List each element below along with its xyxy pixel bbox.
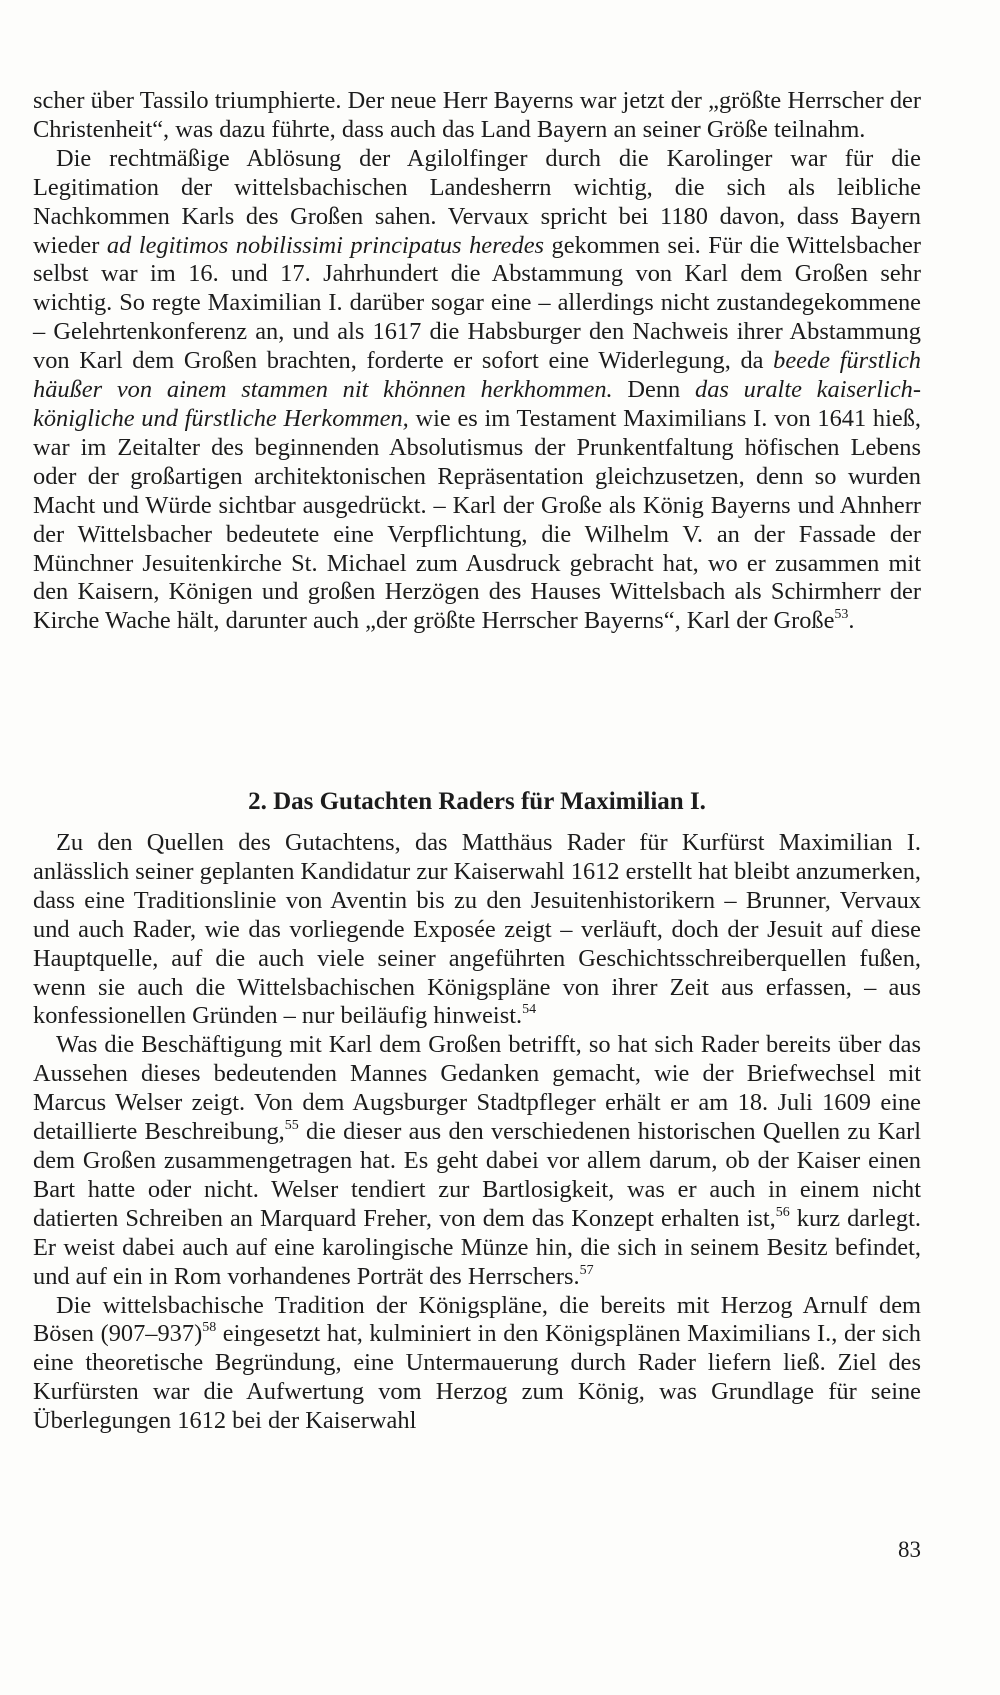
paragraph-text: Zu den Quellen des Gutachtens, das Matthäus Rader für Kurfürst Maximilian I. anlässlich seiner geplanten Kandidatur zur Kaiserwahl 1612 erstellt hat bleibt anzumerken, dass eine Traditionslinie von Aventin bis zu den Jesuitenhistorikern – Brunner, Vervaux und auch Rader, wie das vorliegende Exposée zeigt – verläuft, doch der Jesuit auf diese Hauptquelle, auf die auch viele seiner angeführten Geschichtsschreiberquellen fußen, wenn sie auch die Wittelsbachischen Königspläne von ihrer Zeit aus erfassen, – aus konfessionellen Gründen – nur beiläufig hinweist. [33,829,921,1030]
paragraph-text: Die wittelsbachische Tradition der Königspläne, die bereits mit Herzog Arnulf dem Bösen (907–937) [33,1291,921,1348]
footnote-marker: 56 [775,1204,790,1220]
paragraph-text: scher über Tassilo triumphierte. Der neue Herr Bayerns war jetzt der „größte Herrscher der Christenheit“, was dazu führte, dass auch das Land Bayern an seiner Größe teilnahm. [33,87,921,143]
italic-quote: ad legitimos nobilissimi principatus heredes [106,231,545,259]
paragraph-text: Was die Beschäftigung mit Karl dem Großen betrifft, so hat sich Rader bereits über das Aussehen dieses bedeutenden Mannes Gedanken gemacht, wie der Briefwechsel mit Marcus Welser zeigt. Von dem Augsburger Stadtpfleger erhält er am 18. Juli 1609 eine detaillierte Beschreibung, [33,1031,921,1146]
paragraph-text: eingesetzt hat, kulminiert in den Königsplänen Maximilians I., der sich eine theoretische Begründung, eine Untermauerung durch Rader liefern ließ. Ziel des Kurfürsten war die Aufwertung vom Herzog zum König, was Grundlage für seine Überlegungen 1612 bei der Kaiserwahl [33,1320,922,1435]
paragraph-text: gekommen sei. Für die Wittelsbacher selbst war im 16. und 17. Jahrhundert die Abstammung von Karl dem Großen sehr wichtig. So regte Maximilian I. darüber sogar eine – allerdings nicht zustandegekommene – Gelehrtenkonferenz an, und als 1617 die Habsburger den Nachweis ihrer Abstammung von Karl dem Großen brachten, forderte er sofort eine Widerlegung, da [33,231,921,375]
paragraph-text: Die rechtmäßige Ablösung der Agilolfinger durch die Karolinger war für die Legitimation der wittelsbachischen Landesherrn wichtig, die sich als leibliche Nachkommen Karls des Großen sahen. Vervaux spricht bei 1180 davon, dass Bayern wieder [33,144,921,259]
paragraph-text: . [848,607,855,635]
footnote-marker: 54 [522,1002,537,1018]
section-two-body [33,829,921,1436]
section-one-body [33,87,921,636]
footnote-marker: 53 [834,607,849,623]
paragraph [33,87,921,145]
italic-quote: beede fürstlich häußer von ainem stammen nit khönnen herkhommen. [33,347,921,404]
paragraph [33,1031,921,1291]
footnote-marker: 58 [202,1320,217,1336]
paragraph [33,1292,921,1437]
paragraph-text: kurz darlegt. Er weist dabei auch auf eine karolingische Münze hin, die sich in seinem Besitz befindet, und auf ein in Rom vorhandenes Porträt des Herrschers. [33,1204,921,1290]
section-heading: 2. Das Gutachten Raders für Maximilian I. [248,788,706,815]
paragraph [33,829,921,1031]
paragraph-text: Denn [612,376,696,404]
paragraph-text: wie es im Testament Maximilians I. von 1641 hieß, war im Zeitalter des beginnenden Absolutismus der Prunkentfaltung höfischen Lebens oder der großartigen architektonischen Repräsentation gleichzusetzen, denn so wurden Macht und Würde sichtbar ausgedrückt. – Karl der Große als König Bayerns und Ahnherr der Wittelsbacher bedeutete eine Verpflichtung, die Wilhelm V. an der Fassade der Münchner Jesuitenkirche St. Michael zum Ausdruck gebracht hat, wo er zusammen mit den Kaisern, Königen und großen Herzögen des Hauses Wittelsbach als Schirmherr der Kirche Wache hält, darunter auch „der größte Herrscher Bayerns“, Karl der Große [33,404,921,635]
paragraph [33,145,921,636]
page-number: 83 [898,1537,921,1562]
footnote-marker: 55 [284,1118,299,1134]
footnote-marker: 57 [579,1262,594,1278]
italic-quote: das uralte kaiserlich-königliche und fürstliche Herkommen, [33,376,921,432]
paragraph-text: die dieser aus den verschiedenen historischen Quellen zu Karl dem Großen zusammengetragen hat. Es geht dabei vor allem darum, ob der Kaiser einen Bart hatte oder nicht. Welser tendiert zur Bartlosigkeit, was er auch in einem nicht datierten Schreiben an Marquard Freher, von dem das Konzept erhalten ist, [33,1118,922,1232]
